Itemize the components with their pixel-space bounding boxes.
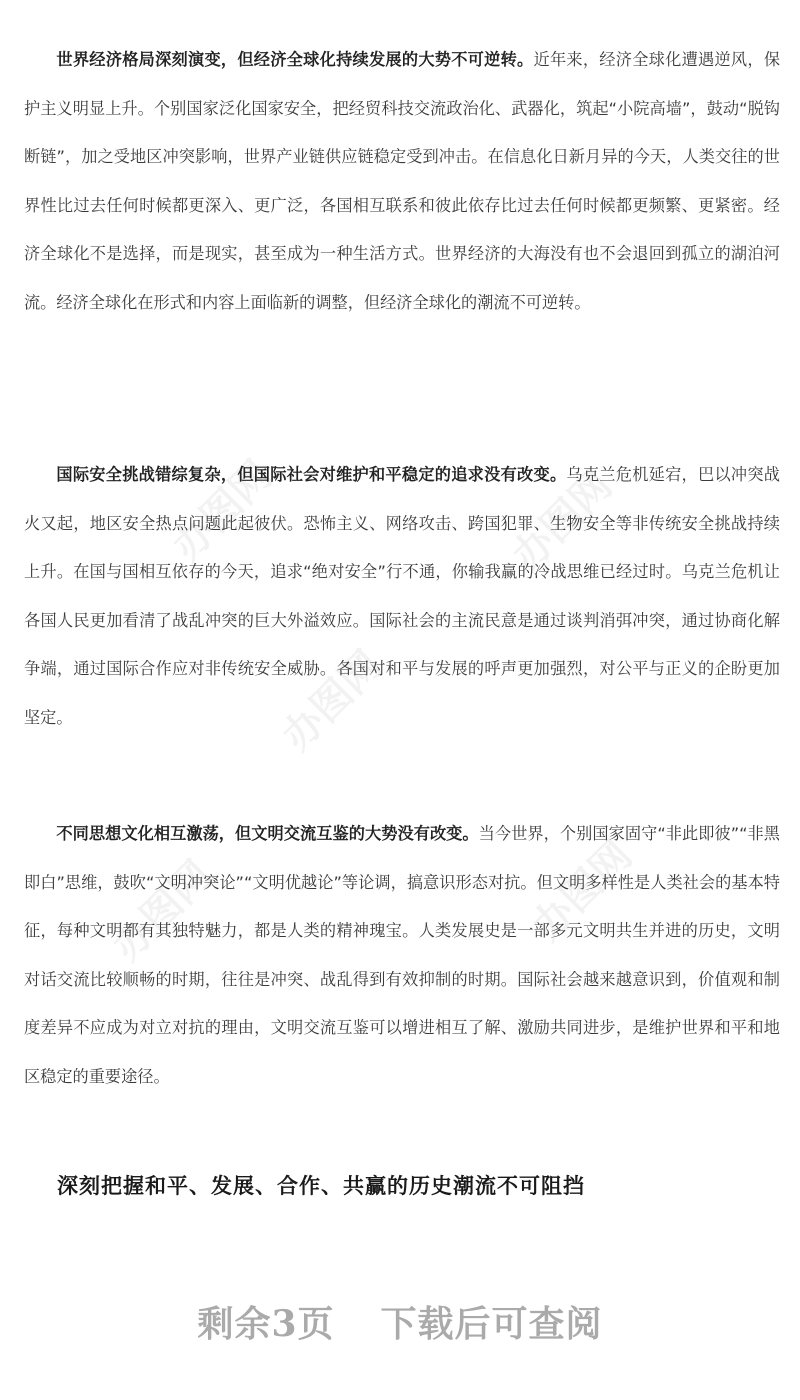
section-heading: 深刻把握和平、发展、合作、共赢的历史潮流不可阻挡 xyxy=(57,1173,585,1198)
download-to-view-label: 下载后可查阅 xyxy=(380,1303,603,1345)
paragraph-economy xyxy=(24,36,780,327)
paragraph-body: 近年来，经济全球化遭遇逆风，保护主义明显上升。个别国家泛化国家安全，把经贸科技交流政治化、武器化，筑起“小院高墙”，鼓动“脱钩断链”，加之受地区冲突影响，世界产业链供应链稳定受到冲击。在信息化日新月异的今天，人类交往的世界性比过去任何时候都更深入、更广泛，各国相互联系和彼此依存比过去任何时候都更频繁、更紧密。经济全球化不是选择，而是现实，甚至成为一种生活方式。世界经济的大海没有也不会退回到孤立的湖泊河流。经济全球化在形式和内容上面临新的调整，但经济全球化的潮流不可逆转。 xyxy=(24,50,781,312)
paragraph-body: 当今世界，个别国家固守“非此即彼”“非黑即白”思维，鼓吹“文明冲突论”“文明优越论”等论调，搞意识形态对抗。但文明多样性是人类社会的基本特征，每种文明都有其独特魅力，都是人类的精神瑰宝。人类发展史是一部多元文明共生并进的历史，文明对话交流比较顺畅的时期，往往是冲突、战乱得到有效抑制的时期。国际社会越来越意识到，价值观和制度差异不应成为对立对抗的理由，文明交流互鉴可以增进相互了解、激励共同进步，是维护世界和平和地区稳定的重要途径。 xyxy=(24,824,780,1086)
watermark-logo: 办图网 xyxy=(503,462,622,580)
watermark-logo: 办图网 xyxy=(163,452,282,570)
paragraph-lead: 不同思想文化相互激荡，但文明交流互鉴的大势没有改变。 xyxy=(56,824,479,843)
paragraph-lead: 世界经济格局深刻演变，但经济全球化持续发展的大势不可逆转。 xyxy=(56,50,534,69)
watermark-logo: 办图网 xyxy=(273,642,392,760)
paragraph-civilization xyxy=(24,810,780,1101)
paragraph-body: 乌克兰危机延宕，巴以冲突战火又起，地区安全热点问题此起彼伏。恐怖主义、网络攻击、跨国犯罪、生物安全等非传统安全挑战持续上升。在国与国相互依存的今天，追求“绝对安全”行不通，你输我赢的冷战思维已经过时。乌克兰危机让各国人民更加看清了战乱冲突的巨大外溢效应。国际社会的主流民意是通过谈判消弭冲突，通过协商化解争端，通过国际合作应对非传统安全威胁。各国对和平与发展的呼声更加强烈，对公平与正义的企盼更加坚定。 xyxy=(24,465,780,727)
download-prompt[interactable] xyxy=(0,1296,800,1347)
paragraph-security xyxy=(24,451,780,742)
watermark-logo: 办图网 xyxy=(103,852,222,970)
paragraph-lead: 国际安全挑战错综复杂，但国际社会对维护和平稳定的追求没有改变。 xyxy=(56,465,567,484)
remaining-pages-label: 剩余3页 xyxy=(197,1303,335,1345)
watermark-logo: 办图网 xyxy=(523,832,642,950)
